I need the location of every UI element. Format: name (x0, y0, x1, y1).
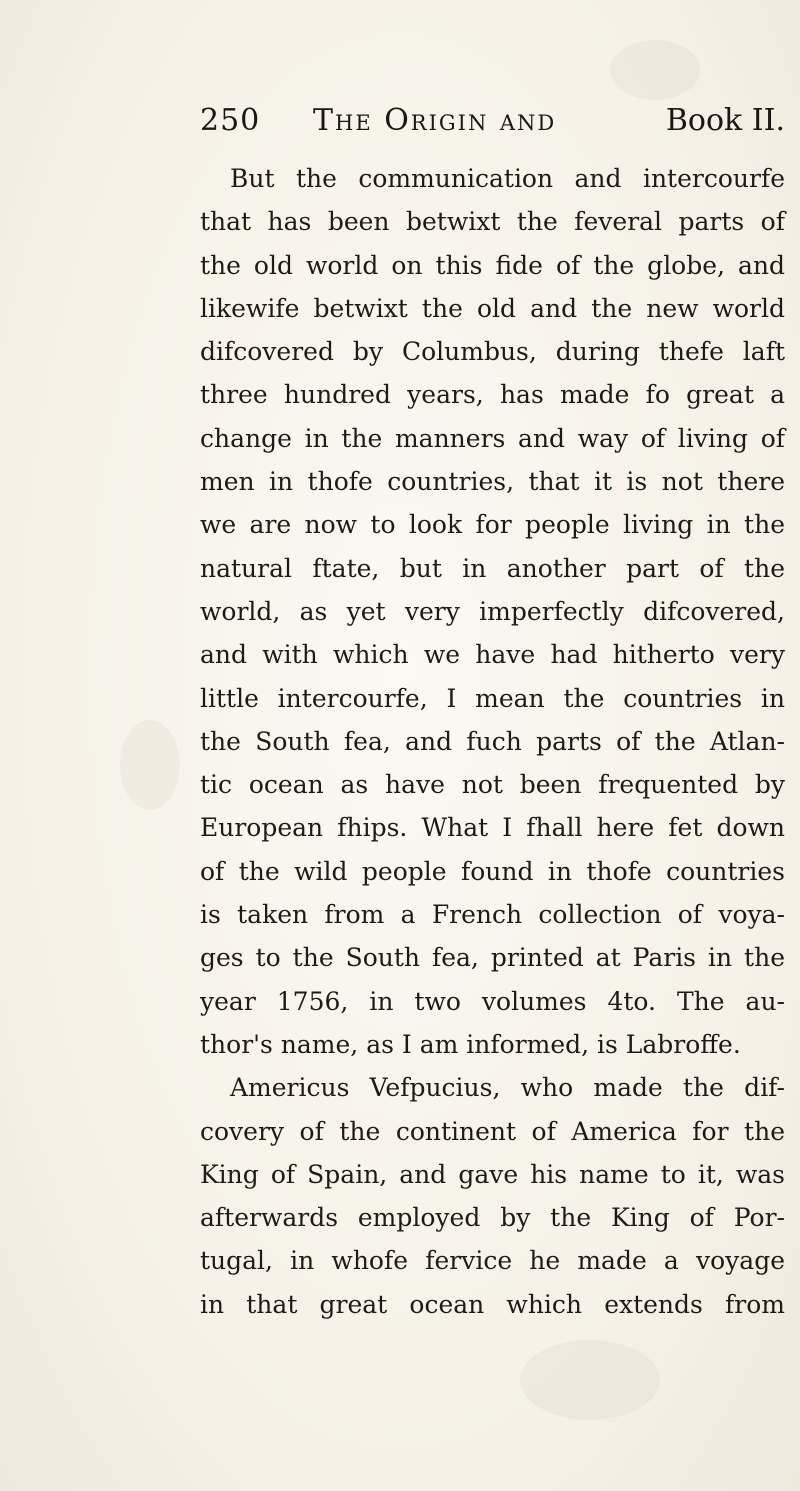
text-line: the South fea, and fuch parts of the Atlan- (200, 726, 785, 756)
text-line: in that great ocean which extends from (200, 1289, 785, 1319)
running-title: The Origin and (313, 103, 557, 138)
text-line: ges to the South fea, printed at Paris in the (200, 943, 785, 973)
book-label: Book II. (665, 103, 785, 138)
text-line: is taken from a French collection of voya- (200, 900, 785, 930)
text-line: world, as yet very imperfectly difcovered, (200, 596, 785, 626)
text-line: the old world on this fide of the globe, and (200, 250, 785, 280)
text-line: we are now to look for people living in the (200, 510, 785, 540)
paper-stain (610, 40, 700, 100)
text-line: little intercourfe, I mean the countries in (200, 683, 785, 713)
text-line: tic ocean as have not been frequented by (200, 770, 785, 800)
text-line: and with which we have had hitherto very (200, 640, 785, 670)
running-head (200, 103, 785, 147)
text-line: that has been betwixt the feveral parts of (200, 207, 785, 237)
text-line: natural ftate, but in another part of the (200, 553, 785, 583)
text-line: afterwards employed by the King of Por- (200, 1203, 785, 1233)
paper-stain (520, 1340, 660, 1420)
text-line: change in the manners and way of living of (200, 423, 785, 453)
text-line: European fhips. What I fhall here fet down (200, 813, 785, 843)
paper-stain (120, 720, 180, 810)
text-line: of the wild people found in thofe countries (200, 856, 785, 886)
text-line: thor's name, as I am informed, is Labroffe. (200, 1029, 741, 1059)
text-line: men in thofe countries, that it is not there (200, 467, 785, 497)
text-line: But the communication and intercourfe (230, 164, 785, 193)
page-number: 250 (200, 103, 261, 138)
text-line: three hundred years, has made fo great a (200, 380, 785, 410)
text-line: Americus Vefpucius, who made the dif- (230, 1073, 785, 1103)
text-line: likewife betwixt the old and the new world (200, 293, 785, 323)
body-text (200, 157, 785, 1326)
text-line: covery of the continent of America for the (200, 1116, 785, 1146)
text-line: tugal, in whofe fervice he made a voyage (200, 1246, 785, 1276)
text-line: year 1756, in two volumes 4to. The au- (200, 986, 785, 1016)
text-line: King of Spain, and gave his name to it, was (200, 1159, 785, 1189)
text-line: difcovered by Columbus, during thefe laft (200, 337, 785, 367)
